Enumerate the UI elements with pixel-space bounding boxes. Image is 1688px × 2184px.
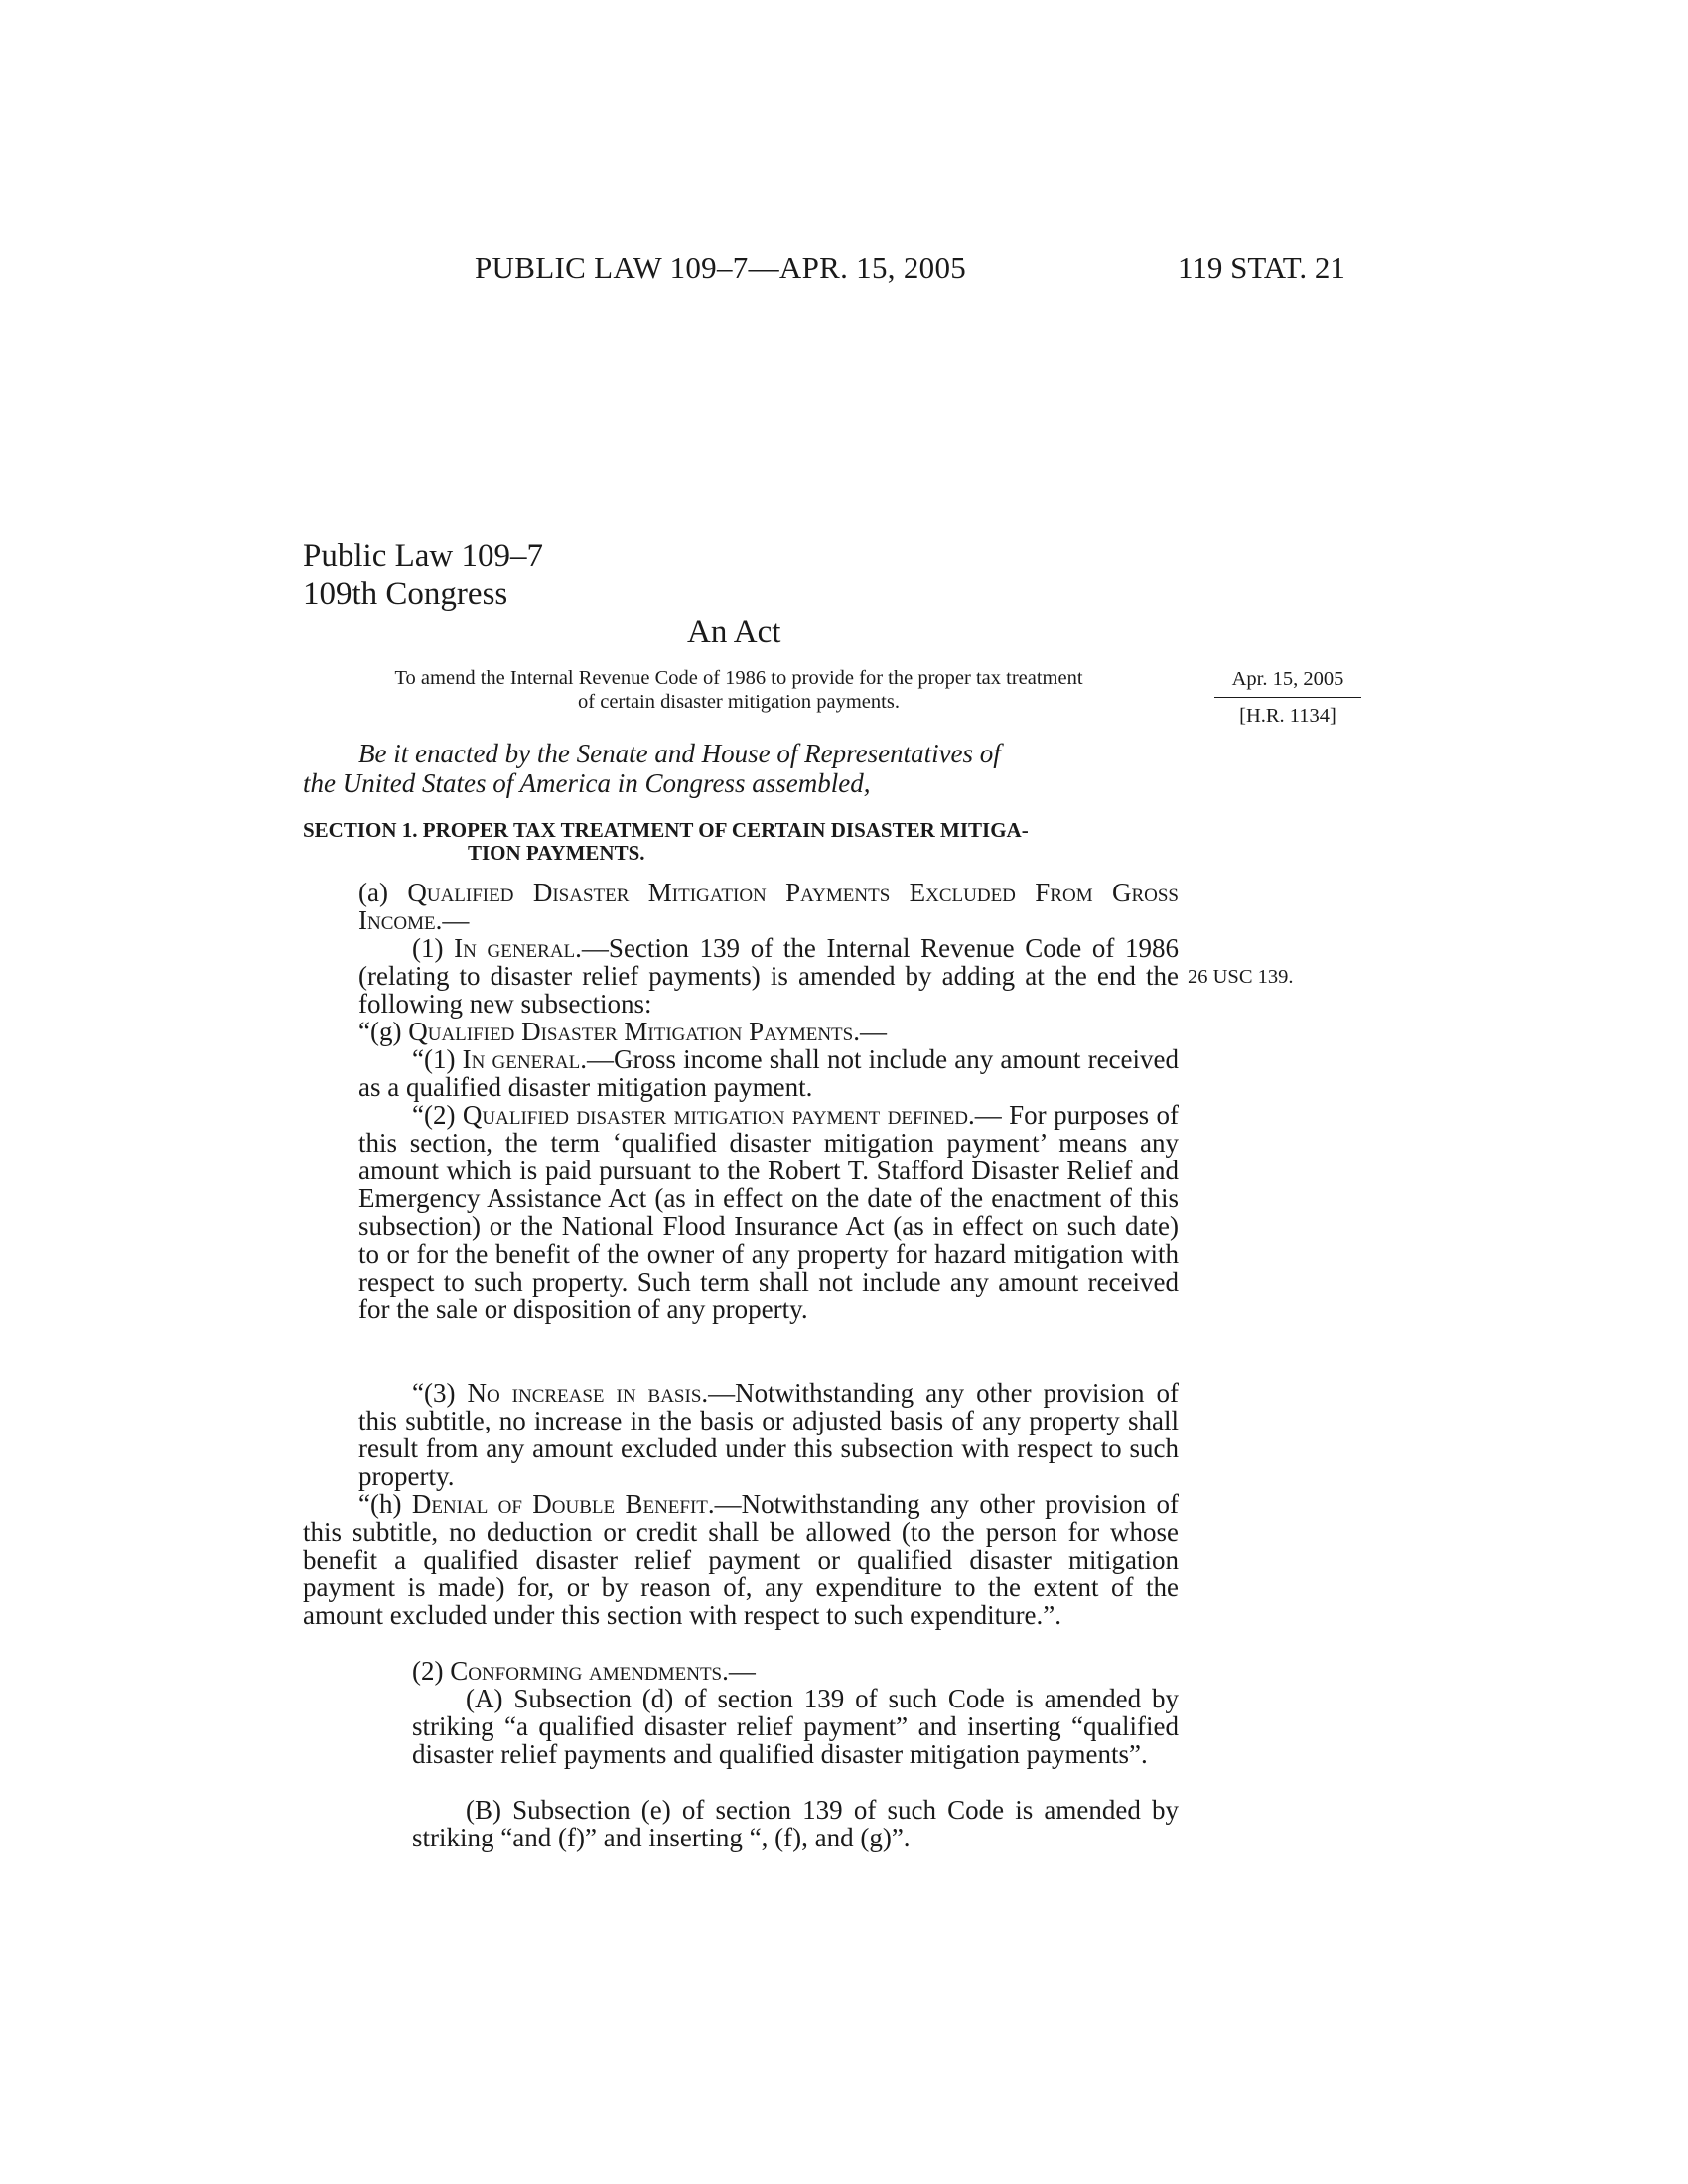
section-heading-line-1: SECTION 1. PROPER TAX TREATMENT OF CERTAIN DISASTER MITIGA- — [303, 818, 1029, 842]
g2-label: “(2) — [412, 1100, 456, 1130]
sidenote-bill-number: [H.R. 1134] — [1239, 705, 1336, 727]
enacting-line-2: the United States of America in Congress assembled, — [303, 768, 871, 798]
paragraph-a1-text: —Section 139 of the Internal Revenue Code of 1986 (relating to disaster relief payments) is amended by adding at the end the following new subsections: — [358, 933, 1179, 1019]
subsection-a-title: Qualified Disaster Mitigation Payments Excluded From Gross Income.— — [358, 878, 1180, 935]
subsection-a-label: (a) — [358, 878, 388, 907]
purpose-line-1: To amend the Internal Revenue Code of 1986 to provide for the proper tax treatment — [394, 667, 1083, 689]
paragraph-a1-label: (1) — [412, 933, 444, 963]
paragraph-a2-heading: Conforming amendments.— — [450, 1656, 756, 1686]
section-heading — [303, 819, 1179, 865]
quoted-paragraph-g3 — [358, 1379, 1179, 1490]
act-purpose — [303, 666, 1175, 714]
subparagraph-A-label: (A) — [466, 1684, 503, 1713]
congress-label: 109th Congress — [303, 576, 508, 612]
g3-label: “(3) — [412, 1378, 456, 1408]
running-head-title: PUBLIC LAW 109–7—APR. 15, 2005 — [475, 250, 967, 285]
subsection-g-label: “(g) — [358, 1017, 402, 1046]
subparagraph-A-text: Subsection (d) of section 139 of such Code is amended by striking “a qualified disaster relief payment” and inserting “qualified disaster relief payments and qualified disaster mitigation payments”. — [412, 1684, 1179, 1769]
subparagraph-A — [412, 1685, 1179, 1768]
enacting-clause — [303, 739, 1179, 798]
quoted-paragraph-g2 — [358, 1101, 1179, 1323]
act-heading: An Act — [687, 614, 781, 650]
quoted-subsection-g — [358, 1018, 1179, 1045]
subsection-g-heading: Qualified Disaster Mitigation Payments.— — [408, 1017, 887, 1046]
subsection-a — [303, 879, 1179, 934]
paragraph-a1 — [358, 934, 1179, 1018]
g1-heading: In general. — [462, 1044, 587, 1074]
h-heading: Denial of Double Benefit. — [411, 1489, 715, 1519]
enacting-line-1: Be it enacted by the Senate and House of Representatives of — [358, 739, 1001, 768]
purpose-line-2: of certain disaster mitigation payments. — [578, 691, 900, 713]
quoted-paragraph-g1 — [358, 1045, 1179, 1101]
subsection-a-heading — [303, 879, 1179, 934]
h-text: —Notwithstanding any other provision of this subtitle, no deduction or credit shall be allowed (to the person for whose benefit a qualified disaster relief payment or qualified disaster mitigation payment is made) for, or by reason of, any expenditure to the extent of the amount excluded under this section with respect to such expenditure.”. — [303, 1489, 1180, 1630]
paragraph-a2 — [412, 1657, 1179, 1685]
stat-page-number: 119 STAT. 21 — [1178, 250, 1345, 285]
subparagraph-B-text: Subsection (e) of section 139 of such Code is amended by striking “and (f)” and inserting “, (f), and (g)”. — [412, 1795, 1180, 1852]
paragraph-a1-heading: In general. — [454, 933, 582, 963]
g3-heading: No increase in basis. — [467, 1378, 709, 1408]
g1-text: —Gross income shall not include any amount received as a qualified disaster mitigation payment. — [358, 1044, 1180, 1102]
section-heading-line-2: TION PAYMENTS. — [468, 841, 645, 865]
quoted-subsection-h — [303, 1490, 1179, 1629]
g2-text: — For purposes of this section, the term ‘qualified disaster mitigation payment’ means any amount which is paid pursuant to the Robert T. Stafford Disaster Relief and Emergency Assistance Act (as in effect on the date of the enactment of this subsection) or the National Flood Insurance Act (as in effect on such date) to or for the benefit of the owner of any property for hazard mitigation with respect to such property. Such term shall not include any amount received for the sale or disposition of any property. — [358, 1100, 1179, 1324]
sidenote-divider — [1214, 697, 1361, 698]
g1-label: “(1) — [412, 1044, 456, 1074]
h-label: “(h) — [358, 1489, 402, 1519]
paragraph-a2-label: (2) — [412, 1656, 444, 1686]
g2-heading: Qualified disaster mitigation payment defined. — [462, 1100, 975, 1130]
sidenote-date: Apr. 15, 2005 — [1231, 668, 1344, 690]
g3-text: —Notwithstanding any other provision of this subtitle, no increase in the basis or adjusted basis of any property shall result from any amount excluded under this subsection with respect to such property. — [358, 1378, 1180, 1491]
subparagraph-B-label: (B) — [466, 1795, 501, 1825]
public-law-number: Public Law 109–7 — [303, 538, 543, 574]
sidenote-usc-citation: 26 USC 139. — [1188, 966, 1294, 988]
subparagraph-B — [412, 1796, 1179, 1851]
